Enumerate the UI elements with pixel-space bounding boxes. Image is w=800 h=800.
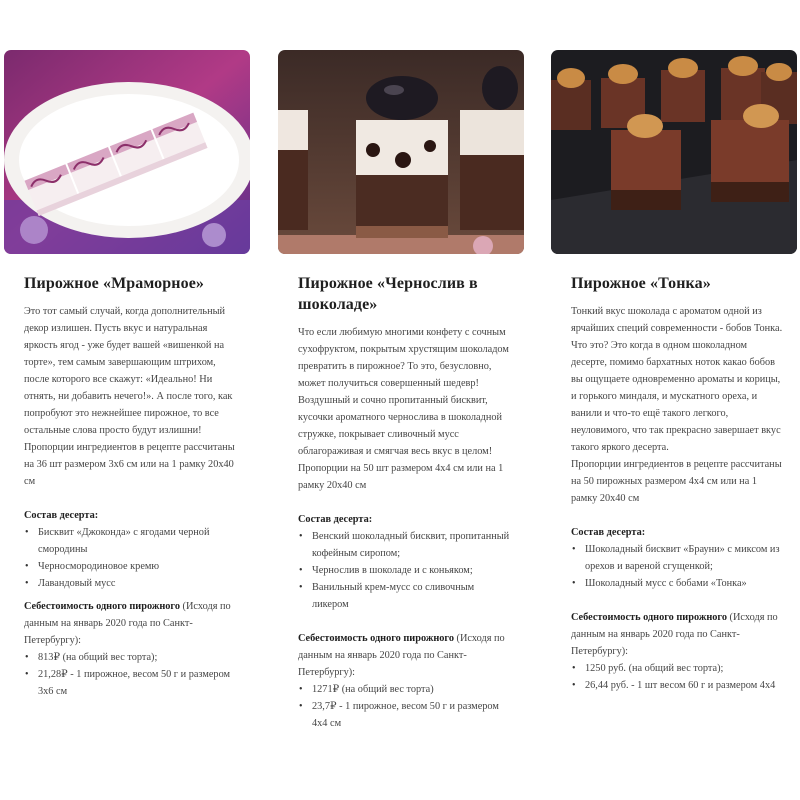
dessert-title: Пирожное «Мраморное» [24, 275, 204, 292]
dessert-title: Пирожное «Чернослив в шоколаде» [298, 275, 478, 313]
cost-list [571, 660, 785, 694]
composition-list [24, 524, 238, 592]
list-item: • 813₽ (на общий вес торта); [25, 652, 158, 663]
cost-heading: Себестоимость одного пирожного (Исходя по данным на январь 2020 года по Санкт-Петербургу): [571, 612, 778, 657]
composition-heading: Состав десерта: [298, 514, 373, 525]
dessert-card-tonka [551, 50, 797, 694]
dessert-description: Это тот самый случай, когда дополнительный декор излишен. Пусть вкус и натуральная яркость ягод - уже будет вашей «вишенкой на торте», тем самым завершающим штрихом, после которого все скажут: «Идеально! Ни отнять, ни добавить нечего!». А после того, как попробуют это нежнейшее пирожное, то все остальные слова просто будут излишни! Пропорции ингредиентов в рецепте рассчитаны на 36 шт размером 3х6 см или на 1 рамку 20х40 см [24, 306, 235, 487]
list-item: • Ванильный крем-мусс со сливочным ликером [299, 582, 475, 610]
dessert-description: Тонкий вкус шоколада с ароматом одной из ярчайших специй современности - бобов Тонка. Что это? Это когда в одном шоколадном десерте, помимо бархатных ноток какао бобов вы ощущаете одновременно ароматы и корицы, и горького миндаля, и мускатного ореха, и ванили и что-то ещё такого легкого, неуловимого, что так прекрасно завершает вкус такого яркого десерта. Пропорции ингредиентов в рецепте рассчитаны на 50 пирожных размером 4х4 см или на 1 рамку 20х40 см [571, 306, 783, 504]
list-item: • 1271₽ (на общий вес торта) [299, 684, 434, 695]
composition-list [571, 541, 785, 592]
composition-list [298, 528, 512, 613]
prunes-cake-photo [278, 50, 524, 254]
dessert-card-prunes [278, 50, 524, 732]
cost-list [298, 681, 512, 732]
list-item: • 26,44 руб. - 1 шт весом 60 г и размером 4х4 [572, 680, 776, 691]
dessert-card-marble [4, 50, 250, 700]
tonka-cake-photo [551, 50, 797, 254]
dessert-title: Пирожное «Тонка» [571, 275, 711, 292]
list-item: • Черносмородиновое кремю [25, 561, 160, 572]
list-item: • 21,28₽ - 1 пирожное, весом 50 г и размером 3х6 см [25, 669, 231, 697]
cost-heading: Себестоимость одного пирожного (Исходя по данным на январь 2020 года по Санкт-Петербургу): [298, 633, 505, 678]
list-item: • Чернослив в шоколаде и с коньяком; [299, 565, 473, 576]
list-item: • Лавандовый мусс [25, 578, 116, 589]
list-item: • 1250 руб. (на общий вес торта); [572, 663, 724, 674]
list-item: • 23,7₽ - 1 пирожное, весом 50 г и размером 4х4 см [299, 701, 499, 729]
list-item: • Шоколадный мусс с бобами «Тонка» [572, 578, 747, 589]
marble-cake-photo [4, 50, 250, 254]
list-item: • Бисквит «Джоконда» с ягодами черной смородины [25, 527, 210, 555]
composition-heading: Состав десерта: [571, 527, 646, 538]
list-item: • Венский шоколадный бисквит, пропитанный кофейным сиропом; [299, 531, 510, 559]
dessert-description: Что если любимую многими конфету с сочным сухофруктом, покрытым хрустящим шоколадом превратить в пирожное? То это, безусловно, может получиться совершенный шедевр! Воздушный и сочно пропитанный бисквит, кусочки ароматного чернослива в шоколадной стружке, покрывает сливочный мусс облагораживая и смягчая весь вкус в целом! Пропорции на 50 шт размером 4х4 см или на 1 рамку 20х40 см [298, 327, 509, 491]
cost-heading: Себестоимость одного пирожного (Исходя по данным на январь 2020 года по Санкт-Петербургу): [24, 601, 231, 646]
list-item: • Шоколадный бисквит «Брауни» с миксом из орехов и вареной сгущенкой; [572, 544, 780, 572]
cost-list [24, 649, 238, 700]
composition-heading: Состав десерта: [24, 510, 99, 521]
